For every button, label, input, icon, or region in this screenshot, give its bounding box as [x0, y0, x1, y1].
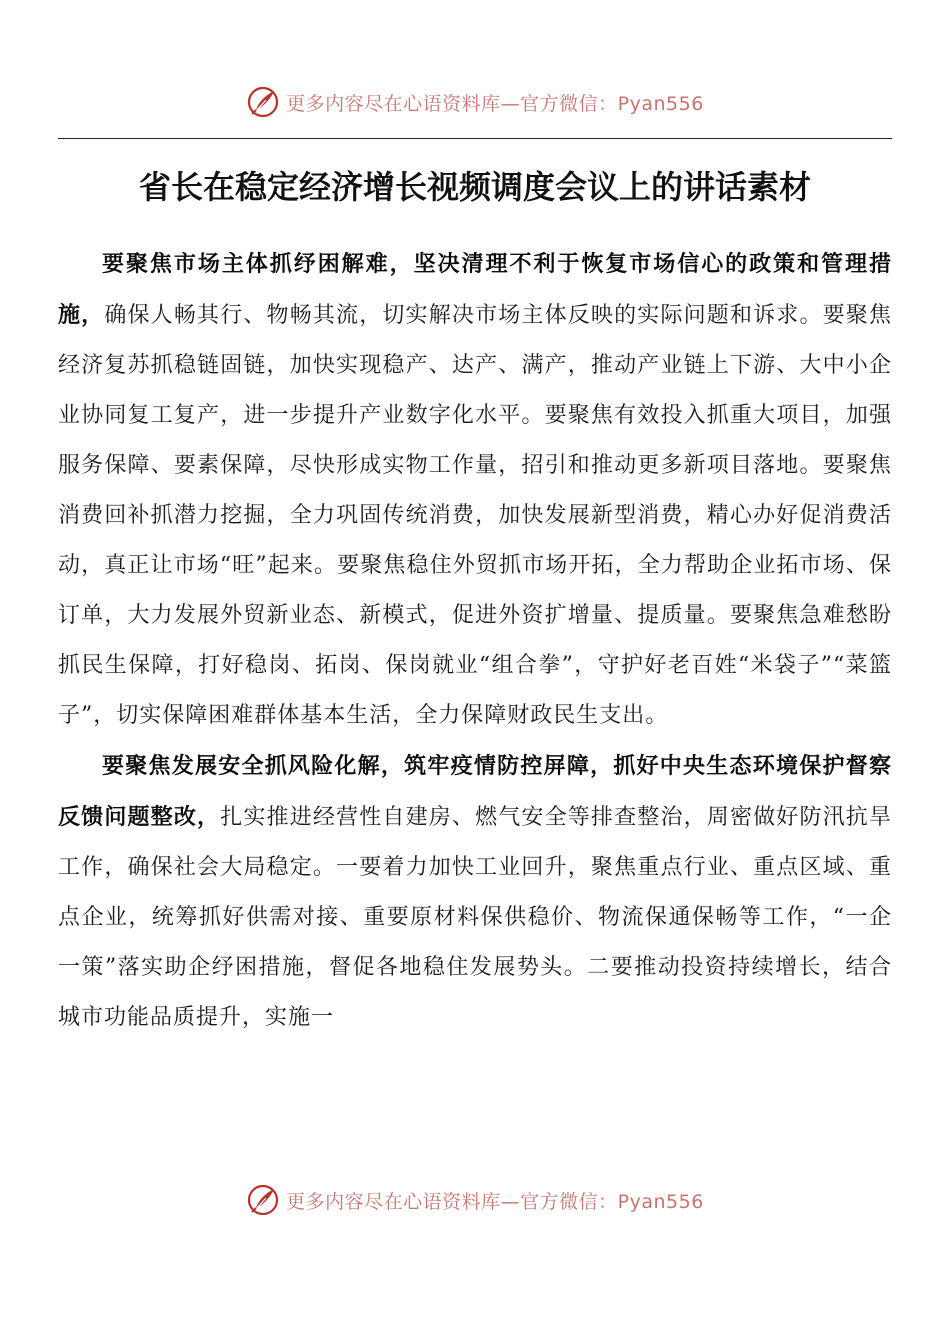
footer-banner-text: 更多内容尽在心语资料库—官方微信：Pyan556	[286, 1190, 704, 1213]
document-title: 省长在稳定经济增长视频调度会议上的讲话素材	[138, 168, 811, 206]
footer-banner-inner	[246, 1183, 704, 1217]
header-banner-text: 更多内容尽在心语资料库—官方微信：Pyan556	[286, 92, 704, 115]
footer-banner	[0, 1180, 950, 1220]
header-banner	[0, 82, 950, 122]
paragraph-2	[58, 741, 892, 1043]
paragraph-1-body: 确保人畅其行、物畅其流，切实解决市场主体反映的实际问题和诉求。要聚焦经济复苏抓稳链固链，加快实现稳产、达产、满产，推动产业链上下游、大中小企业协同复工复产，进一步提升产业数字化水平。要聚焦有效投入抓重大项目，加强服务保障、要素保障，尽快形成实物工作量，招引和推动更多新项目落地。要聚焦消费回补抓潜力挖掘，全力巩固传统消费，加快发展新型消费，精心办好促消费活动，真正让市场“旺”起来。要聚焦稳住外贸抓市场开拓，全力帮助企业拓市场、保订单，大力发展外贸新业态、新模式，促进外资扩增量、提质量。要聚焦急难愁盼抓民生保障，打好稳岗、拓岗、保岗就业“组合拳”，守护好老百姓“米袋子”“菜篮子”，切实保障困难群体基本生活，全力保障财政民生支出。	[58, 303, 892, 728]
feather-quill-logo-icon	[246, 1183, 280, 1217]
paragraph-1-lead: 要聚焦市场主体抓纾困解难，坚决清理不利于恢复市场信心的政策和管理措施，	[58, 251, 892, 328]
document-body	[58, 239, 892, 1043]
header-banner-inner	[246, 85, 704, 119]
feather-quill-logo-icon	[246, 85, 280, 119]
header-divider	[58, 138, 892, 139]
paragraph-1	[58, 239, 892, 741]
paragraph-2-body: 扎实推进经营性自建房、燃气安全等排查整治，周密做好防汛抗旱工作，确保社会大局稳定。一要着力加快工业回升，聚焦重点行业、重点区域、重点企业，统筹抓好供需对接、重要原材料保供稳价、物流保通保畅等工作，“一企一策”落实助企纾困措施，督促各地稳住发展势头。二要推动投资持续增长，结合城市功能品质提升，实施一	[58, 805, 892, 1030]
paragraph-2-lead: 要聚焦发展安全抓风险化解，筑牢疫情防控屏障，抓好中央生态环境保护督察反馈问题整改，	[58, 753, 892, 830]
